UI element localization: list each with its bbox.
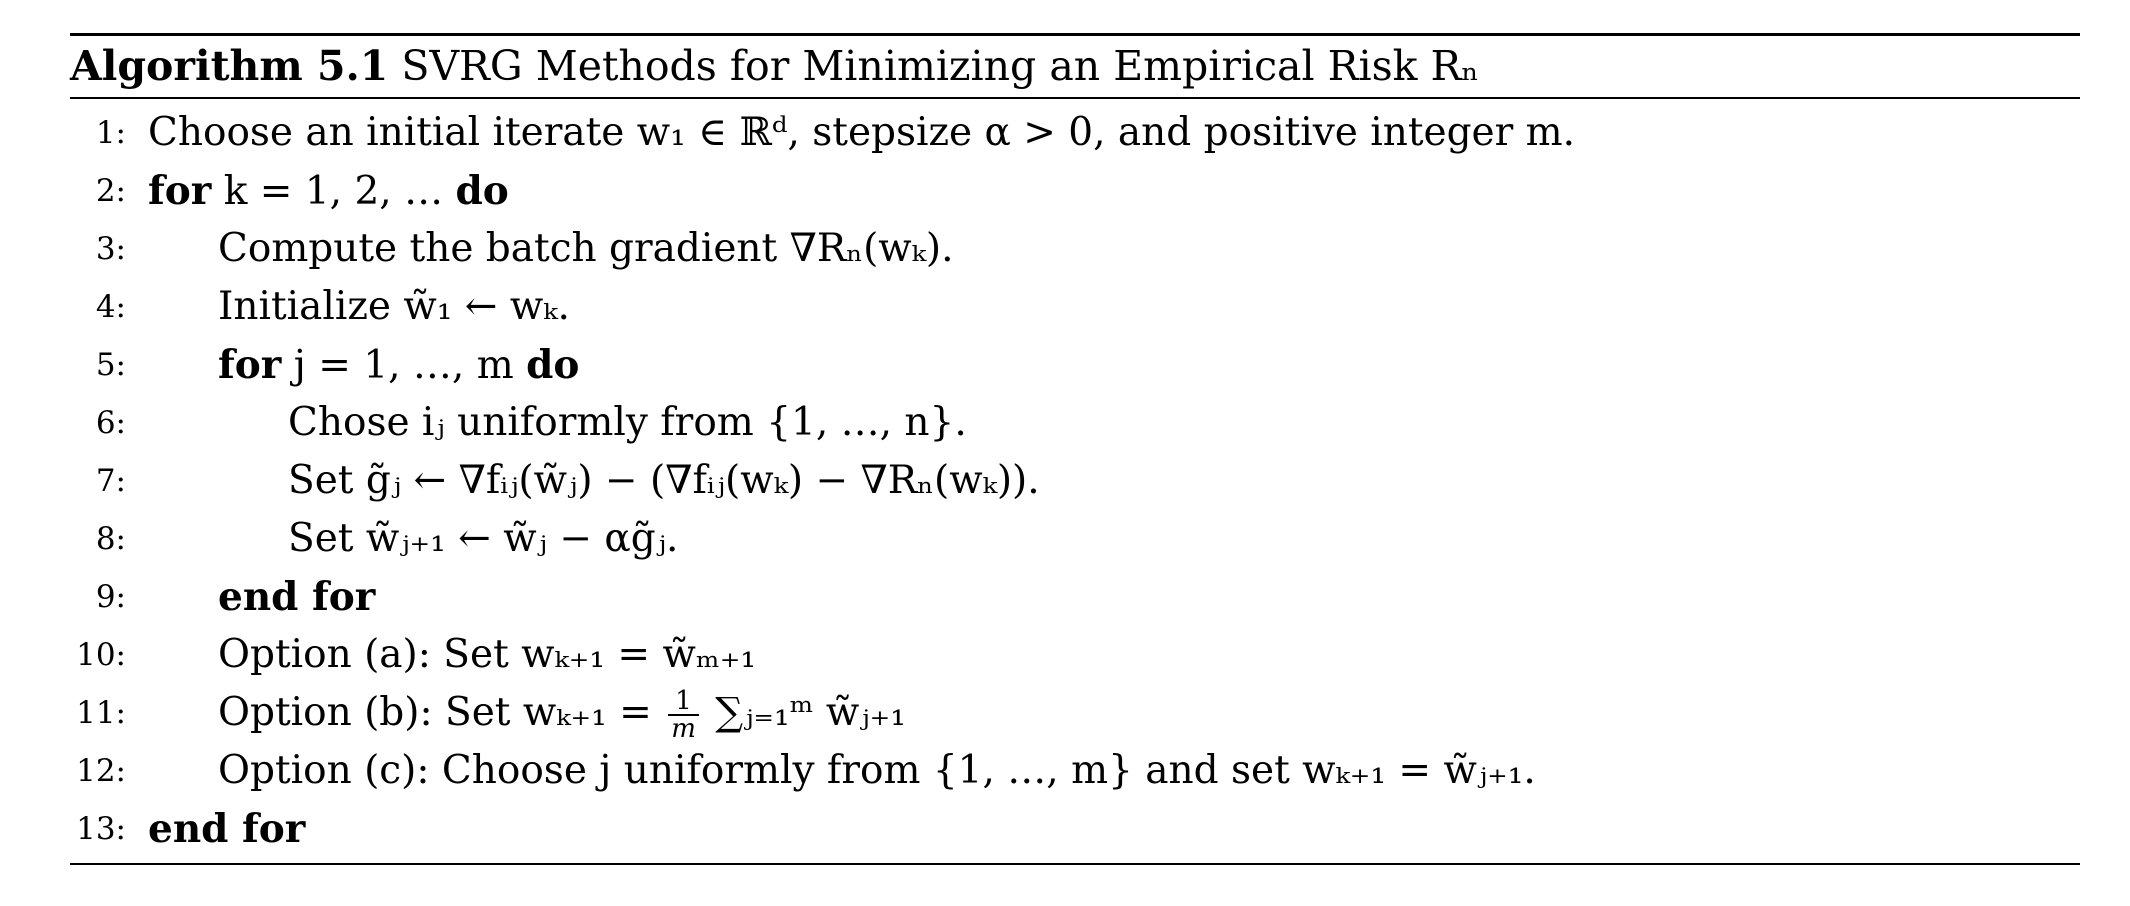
line-number: 11: bbox=[76, 695, 126, 731]
fraction-numerator: 1 bbox=[668, 688, 699, 716]
loop-range: k = 1, 2, … bbox=[223, 169, 444, 214]
line-text: Option (c): Choose j uniformly from {1, …, m} and set wₖ₊₁ = w̃ⱼ₊₁. bbox=[218, 748, 1536, 793]
keyword-do: do bbox=[455, 168, 509, 214]
line-number: 8: bbox=[95, 521, 126, 557]
fraction-denominator: m bbox=[671, 714, 696, 744]
bottom-rule bbox=[70, 863, 2080, 865]
line-text: Initialize w̃₁ ← wₖ. bbox=[218, 284, 570, 329]
algorithm-label: Algorithm 5.1 bbox=[70, 42, 389, 90]
line-text: Chose iⱼ uniformly from {1, …, n}. bbox=[288, 400, 967, 445]
algorithm-box bbox=[70, 0, 2080, 906]
line-text: Option (b): Set wₖ₊₁ = bbox=[218, 690, 652, 735]
line-number: 7: bbox=[95, 463, 126, 499]
algorithm-caption bbox=[70, 36, 1479, 96]
keyword-for: for bbox=[148, 168, 212, 214]
line-text: Option (a): Set wₖ₊₁ = w̃ₘ₊₁ bbox=[218, 632, 756, 677]
keyword-for: for bbox=[218, 342, 282, 388]
line-number: 13: bbox=[76, 811, 126, 847]
line-number: 1: bbox=[95, 115, 126, 151]
line-number: 2: bbox=[95, 173, 126, 209]
line-number: 3: bbox=[95, 231, 126, 267]
keyword-end-for: end for bbox=[148, 806, 306, 852]
line-number: 5: bbox=[95, 347, 126, 383]
loop-range: j = 1, …, m bbox=[293, 343, 514, 388]
line-number: 9: bbox=[95, 579, 126, 615]
keyword-do: do bbox=[526, 342, 580, 388]
summation: ∑ⱼ₌₁ᵐ w̃ⱼ₊₁ bbox=[715, 690, 906, 735]
line-content bbox=[218, 684, 906, 742]
line-text: Choose an initial iterate w₁ ∈ ℝᵈ, stepsize α > 0, and positive integer m. bbox=[148, 110, 1576, 155]
line-text: Compute the batch gradient ∇Rₙ(wₖ). bbox=[218, 226, 954, 271]
line-text: Set g̃ⱼ ← ∇fᵢⱼ(w̃ⱼ) − (∇fᵢⱼ(wₖ) − ∇Rₙ(wₖ)). bbox=[288, 458, 1040, 503]
line-number: 12: bbox=[76, 753, 126, 789]
line-content bbox=[218, 336, 579, 395]
line-number: 10: bbox=[76, 637, 126, 673]
line-number: 4: bbox=[95, 289, 126, 325]
line-text: Set w̃ⱼ₊₁ ← w̃ⱼ − αg̃ⱼ. bbox=[288, 516, 679, 561]
line-number: 6: bbox=[95, 405, 126, 441]
fraction bbox=[668, 688, 699, 742]
algorithm-title: SVRG Methods for Minimizing an Empirical Risk Rₙ bbox=[401, 42, 1480, 90]
line-content bbox=[148, 162, 509, 221]
keyword-end-for: end for bbox=[218, 574, 376, 620]
caption-rule bbox=[70, 97, 2080, 99]
